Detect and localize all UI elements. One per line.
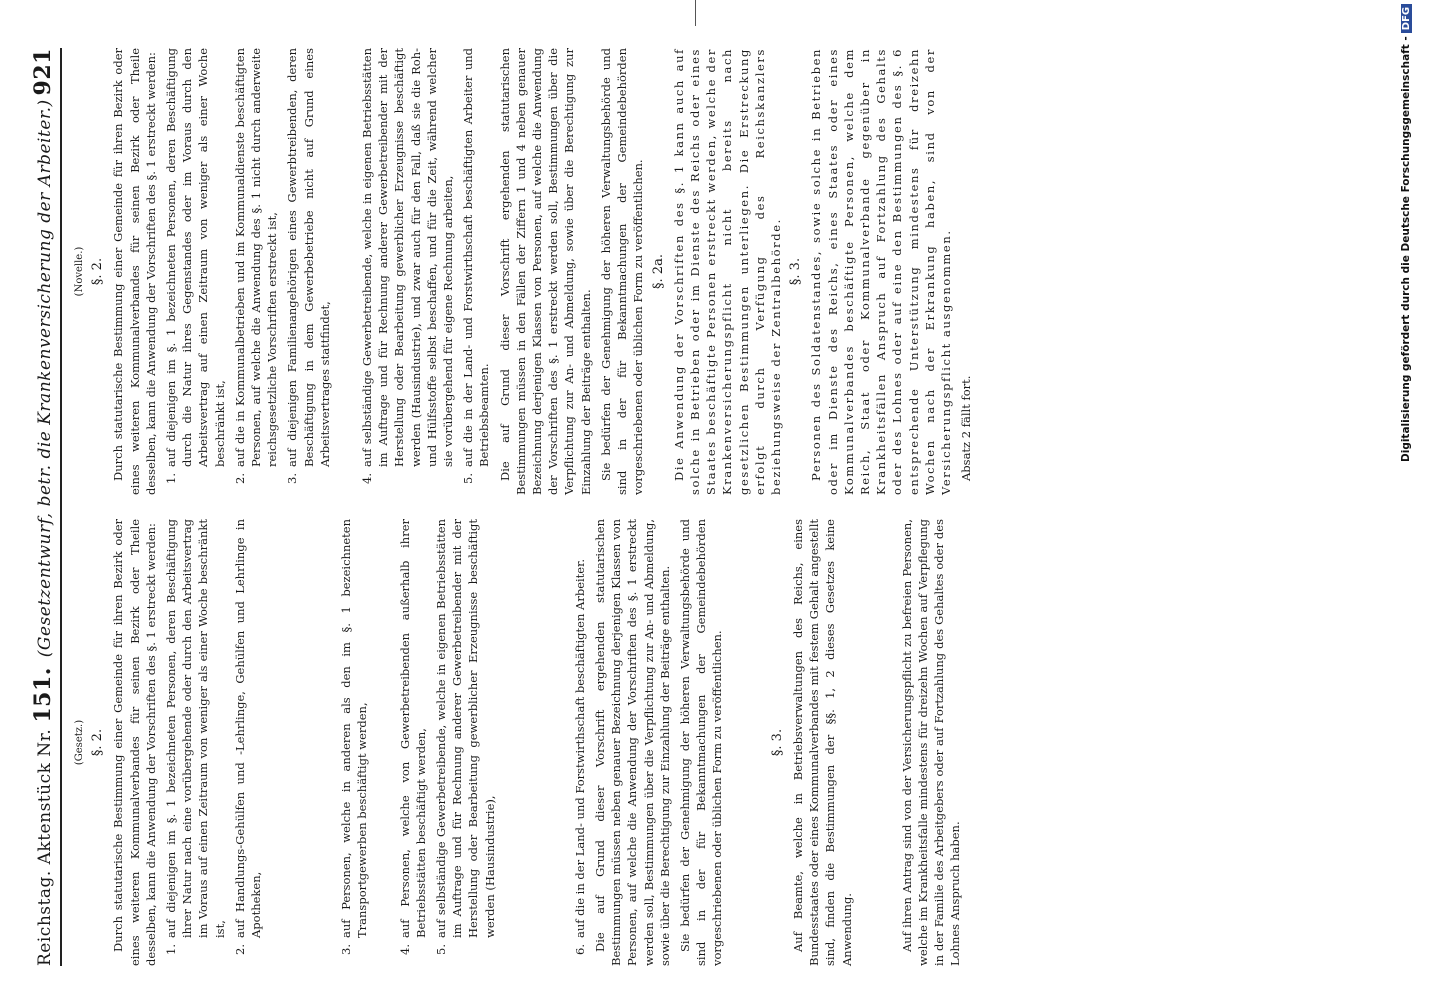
paragraph: Auf ihren Antrag sind von der Versicherungspflicht zu befreien Personen, welche im Krankheitsfalle mindestens für dreizehn Wochen auf Verpflegung in der Familie des Arbeitgebers oder auf Fortzahlung des Gehaltes oder des Lohnes Anspruch haben. bbox=[899, 519, 963, 966]
list-item bbox=[163, 519, 228, 966]
page-header bbox=[30, 48, 62, 966]
paragraph: Durch statutarische Bestimmung einer Gemeinde für ihren Bezirk oder eines weiteren Kommunalverbandes für seinen Bezirk oder Theile desselben, kann die Anwendung der Vorschriften des §. 1 erstreckt werden: bbox=[111, 519, 158, 966]
item-text: auf Personen, welche in anderen als den im §. 1 bezeichneten Transportgewerben beschäftigt werden, bbox=[339, 519, 370, 938]
item-number: 4. bbox=[397, 944, 412, 955]
item-text: auf selbständige Gewerbetreibende, welche in eigenen Betriebsstätten im Auftrage und für Rechnung anderer Gewerbetreibender mit der Herstellung oder Bearbeitung gewerblicher Erzeugnisse beschäftigt werden (Hausindustrie), bbox=[434, 519, 497, 938]
list-item bbox=[433, 519, 498, 966]
section-heading: §. 2. bbox=[90, 257, 106, 286]
item-text: auf Personen, welche von Gewerbetreibenden außerhalb ihrer Betriebsstätten beschäftigt werden, bbox=[397, 519, 428, 938]
item-text: auf die in der Land- und Forstwirthschaft beschäftigten Arbeiter. bbox=[572, 559, 587, 938]
digitization-credit bbox=[1204, 0, 1414, 980]
paragraph: Auf Beamte, welche in Betriebsverwaltungen des Reichs, eines Bundesstaates oder eines Kommunalverbandes mit festem Gehalt angestellt sind, finden die Bestimmungen der §§. 1, 2 dieses Gesetzes keine Anwendung. bbox=[790, 519, 854, 966]
paragraph: Die Anwendung der Vorschriften des §. 1 kann auch auf solche in Betrieben oder im Dienste des Reichs oder eines Staates beschäftigte Personen erstreckt werden, welche der Krankenversicherungspflicht nicht bereits nach gesetzlichen Bestimmungen unterliegen. Die Erstreckung erfolgt durch Verfügung des Reichskanzlers beziehungsweise der Zentralbehörde. bbox=[671, 48, 783, 495]
list-item bbox=[163, 48, 228, 495]
header-title: (Gesetzentwurf, betr. die Krankenversicherung der Arbeiter.) bbox=[35, 99, 55, 658]
item-number: 1. bbox=[164, 944, 179, 955]
list-item bbox=[232, 519, 264, 966]
column-gesetz bbox=[72, 519, 978, 966]
item-text: auf die in der Land- und Forstwirthschaft beschäftigten Arbeiter und Betriebsbeamten. bbox=[461, 48, 492, 467]
item-number: 3. bbox=[285, 473, 300, 484]
item-text: auf diejenigen Familienangehörigen eines Gewerbtreibenden, deren Beschäftigung in dem Gewerbebetriebe nicht auf Grund eines Arbeitsvertrages stattfindet, bbox=[285, 48, 332, 467]
paragraph: Sie bedürfen der Genehmigung der höheren Verwaltungsbehörde und sind in der für Bekanntmachungen der Gemeindebehörden vorgeschriebenen oder üblichen Form zu veröffentlichen. bbox=[678, 519, 725, 966]
list-item bbox=[338, 519, 370, 966]
two-column-body bbox=[72, 48, 978, 966]
section-heading: §. 2a. bbox=[650, 254, 666, 289]
column-label: (Novelle.) bbox=[74, 246, 85, 297]
section-heading: §. 3. bbox=[769, 728, 785, 757]
item-number: 2. bbox=[232, 473, 247, 484]
paragraph: Die auf Grund dieser Vorschrift ergehenden statutarischen Bestimmungen müssen in den Fällen der Ziffern 1 und 4 neben genauer Bezeichnung derjenigen Klassen von Personen, auf welche die Anwendung der Vorschriften des §. 1 erstreckt werden soll, Bestimmungen über die Verpflichtung zur An- und Abmeldung, sowie über die Berechtigung zur Einzahlung der Beiträge enthalten. bbox=[497, 48, 593, 495]
paragraph: Personen des Soldatenstandes, sowie solche in Betrieben oder im Dienste des Reichs, eines Staates oder eines Kommunalverbandes beschäftigte Personen, welche dem Reich, Staat oder Kommunalverbande gegenüber in Krankheitsfällen Anspruch auf Fortzahlung des Gehalts oder des Lohnes oder auf eine den Bestimmungen des §. 6 entsprechende Unterstützung mindestens für dreizehn Wochen nach der Erkrankung haben, sind von der Versicherungspflicht ausgenommen. bbox=[809, 48, 953, 495]
list-item bbox=[397, 519, 429, 966]
credit-text: Digitalisierung gefördert durch die Deutsche Forschungsgemeinschaft - bbox=[1400, 36, 1412, 462]
header-left: Reichstag. Aktenstück Nr. bbox=[35, 728, 55, 966]
list-item bbox=[572, 519, 588, 966]
item-text: auf diejenigen im §. 1 bezeichneten Personen, deren Beschäftigung ihrer Natur nach eine vorübergehende oder durch den Arbeitsvertrag im Voraus auf einen Zeitraum von weniger als einer Woche beschränkt ist, bbox=[164, 519, 227, 938]
scan-mark bbox=[695, 0, 696, 26]
item-number: 4. bbox=[360, 473, 375, 484]
item-text: auf Handlungs-Gehülfen und -Lehrlinge, Gehülfen und Lehrlinge in Apotheken, bbox=[232, 519, 264, 938]
credit-text-wrapper bbox=[1400, 4, 1412, 462]
list-item bbox=[232, 48, 281, 495]
list-item bbox=[460, 48, 492, 495]
item-number: 3. bbox=[339, 944, 354, 955]
item-number: 1. bbox=[164, 473, 179, 484]
section-heading: §. 2. bbox=[90, 728, 106, 757]
item-text: auf selbständige Gewerbetreibende, welche in eigenen Betriebsstätten im Auftrage und für Rechnung anderer Gewerbetreibender mit der Herstellung oder Bearbeitung gewerblicher Erzeugnisse beschäftigt werden (Hausindustrie), und zwar auch für den Fall, daß sie die Roh- und Hülfsstoffe selbst beschaffen, und für die Zeit, während welcher sie vorübergehend für eigene Rechnung arbeiten, bbox=[360, 48, 456, 467]
item-number: 5. bbox=[434, 944, 449, 955]
column-label: (Gesetz.) bbox=[74, 719, 85, 766]
dfg-logo: DFG bbox=[1401, 4, 1412, 33]
rotated-document-page bbox=[0, 20, 1380, 1000]
item-number: 2. bbox=[232, 944, 247, 955]
list-item bbox=[359, 48, 456, 495]
list-item bbox=[284, 48, 333, 495]
paragraph: Die auf Grund dieser Vorschrift ergehenden statutarischen Bestimmungen müssen neben genauer Bezeichnung derjenigen Klassen von Personen, auf welche die Anwendung der Vorschriften des §. 1 erstreckt werden soll, Bestimmungen über die Verpflichtung zur An- und Abmeldung, sowie über die Berechtigung zur Einzahlung der Beiträge enthalten. bbox=[593, 519, 672, 966]
header-document-number: 151. bbox=[30, 667, 56, 723]
section-heading: §. 3. bbox=[788, 257, 804, 286]
item-text: auf die in Kommunalbetrieben und im Kommunaldienste beschäftigten Personen, auf welche die Anwendung des §. 1 nicht durch anderweite reichsgesetzliche Vorschriften erstreckt ist, bbox=[232, 48, 280, 467]
page-number: 921 bbox=[30, 48, 56, 96]
item-number: 5. bbox=[461, 473, 476, 484]
paragraph: Durch statutarische Bestimmung einer Gemeinde für ihren Bezirk oder eines weiteren Kommunalverbandes für seinen Bezirk oder Theile desselben, kann die Anwendung der Vorschriften des §. 1 erstreckt werden: bbox=[111, 48, 158, 495]
item-number: 6. bbox=[572, 944, 587, 955]
item-text: auf diejenigen im §. 1 bezeichneten Personen, deren Beschäftigung durch die Natur ihres Gegenstandes oder im Voraus durch den Arbeitsvertrag auf einen Zeitraum von weniger als einer Woche beschränkt ist, bbox=[164, 48, 227, 467]
paragraph: Sie bedürfen der Genehmigung der höheren Verwaltungsbehörde und sind in der für Bekanntmachungen der Gemeindebehörden vorgeschriebenen oder üblichen Form zu veröffentlichen. bbox=[598, 48, 646, 495]
column-novelle bbox=[72, 48, 978, 495]
paragraph: Absatz 2 fällt fort. bbox=[959, 375, 974, 481]
